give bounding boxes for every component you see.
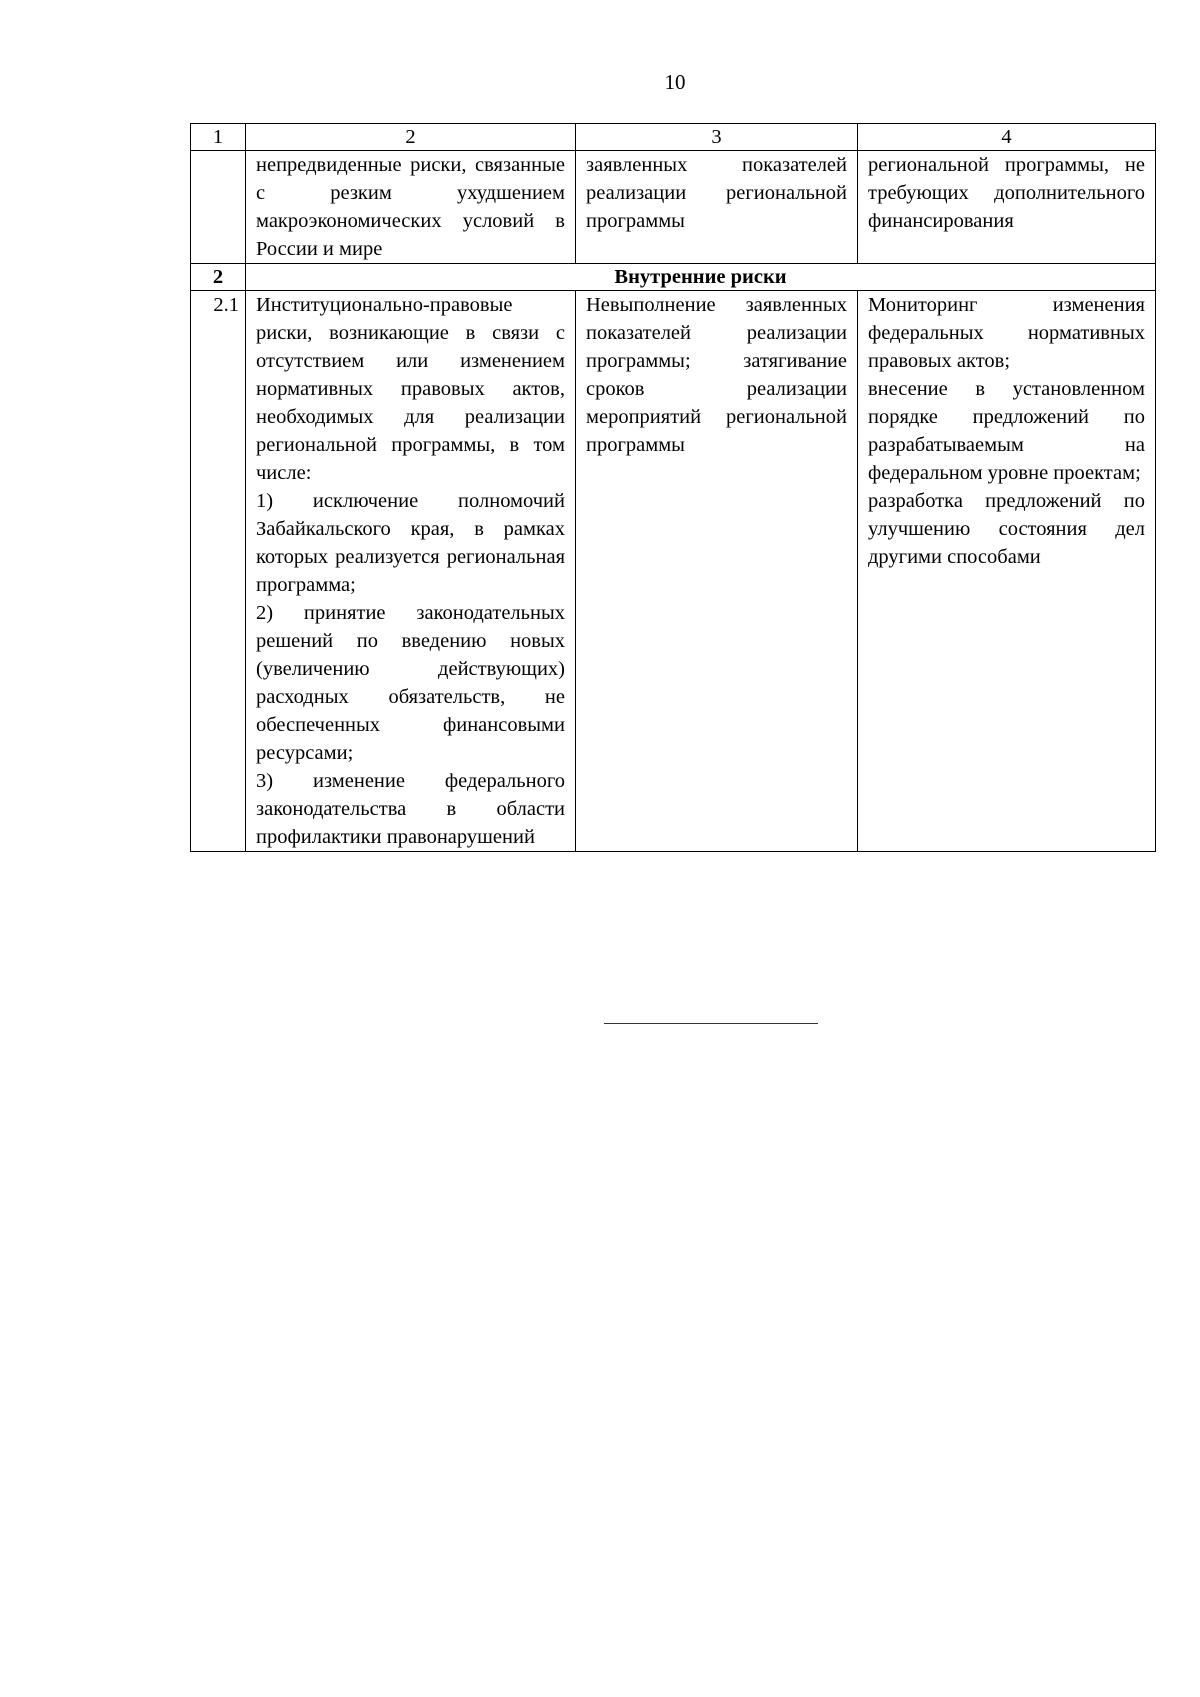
- header-cell-1: 1: [191, 124, 246, 151]
- table-row-continued: [191, 151, 1156, 264]
- section-number-cell: 2: [191, 264, 246, 291]
- row-number-cell: [191, 151, 246, 264]
- risk-description-cell: непредвиденные риски, связанные с резким ухудшением макроэкономических условий в России и мире: [246, 151, 576, 264]
- end-of-document-rule: [604, 1023, 818, 1024]
- section-row-internal-risks: [191, 264, 1156, 291]
- risk-description-item-3: 3) изменение федерального законодательства в области профилактики правонарушений: [256, 770, 565, 848]
- header-cell-4: 4: [858, 124, 1156, 151]
- table-row-2-1: [191, 291, 1156, 852]
- risk-measures-cell: [858, 291, 1156, 852]
- risk-table: [190, 123, 1156, 852]
- risk-consequence-cell: Невыполнение заявленных показателей реализации программы; затягивание сроков реализации мероприятий региональной программы: [576, 291, 858, 852]
- risk-consequence-cell: заявленных показателей реализации региональной программы: [576, 151, 858, 264]
- header-cell-3: 3: [576, 124, 858, 151]
- table-header-row: [191, 124, 1156, 151]
- section-title-cell: Внутренние риски: [246, 264, 1156, 291]
- risk-measure-1: Мониторинг изменения федеральных нормативных правовых актов;: [868, 294, 1145, 372]
- header-cell-2: 2: [246, 124, 576, 151]
- risk-measures-cell: региональной программы, не требующих дополнительного финансирования: [858, 151, 1156, 264]
- risk-description-intro: Институционально-правовые риски, возникающие в связи с отсутствием или изменением нормативных правовых актов, необходимых для реализации региональной программы, в том числе:: [256, 294, 565, 484]
- risk-description-item-2: 2) принятие законодательных решений по введению новых (увеличению действующих) расходных обязательств, не обеспеченных финансовыми ресурсами;: [256, 602, 565, 764]
- risk-measure-3: разработка предложений по улучшению состояния дел другими способами: [868, 490, 1145, 568]
- risk-description-item-1: 1) исключение полномочий Забайкальского края, в рамках которых реализуется региональная программа;: [256, 490, 565, 596]
- row-number-cell: 2.1: [191, 291, 246, 852]
- page-number: 10: [664, 70, 686, 94]
- risk-description-cell: [246, 291, 576, 852]
- risk-measure-2: внесение в установленном порядке предложений по разрабатываемым на федеральном уровне проектам;: [868, 378, 1145, 484]
